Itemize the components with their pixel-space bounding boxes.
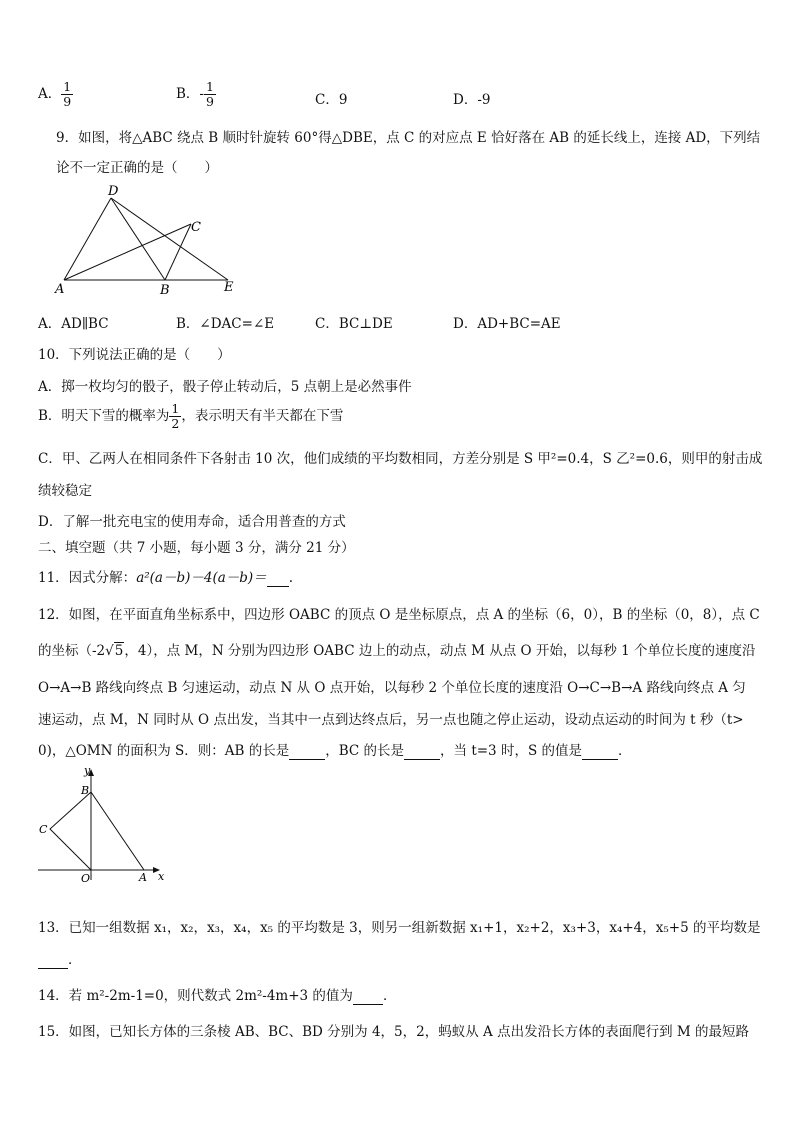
label-x: x (158, 870, 165, 883)
line-ac (64, 224, 191, 280)
q9-option-a: A．AD∥BC (38, 316, 109, 332)
label-c: C (39, 823, 48, 836)
q9-stem-line2: 论不一定正确的是（ ） (56, 160, 218, 176)
q10-option-c-line1: C．甲、乙两人在相同条件下各射击 10 次，他们成绩的平均数相同，方差分别是 S 甲²=0.4，S 乙²=0.6，则甲的射击成 (38, 451, 763, 467)
label-o: O (81, 872, 91, 885)
q8-option-c: C．9 (315, 92, 348, 108)
q10-stem: 10．下列说法正确的是（ ） (38, 347, 231, 363)
q9-option-d: D．AD+BC=AE (453, 316, 561, 332)
label-d: D (108, 184, 119, 199)
q12-line3: O→A→B 路线向终点 B 匀速运动，动点 N 从 O 点开始，以每秒 2 个单位长度的速度沿 O→C→B→A 路线向终点 A 匀 (38, 680, 746, 696)
q12-blank-bc (404, 743, 440, 760)
q11: 11．因式分解：a²(a－b)－4(a－b)＝ . (38, 570, 293, 586)
label-b: B (81, 784, 90, 797)
q13-answer-blank (38, 952, 68, 969)
q10-option-a: A．掷一枚均匀的骰子，骰子停止转动后，5 点朝上是必然事件 (38, 379, 412, 395)
line-de (111, 198, 228, 280)
q8-option-b: B．- $\frac{1}{9}$ (176, 79, 214, 109)
q12-line1: 12．如图，在平面直角坐标系中，四边形 OABC 的顶点 O 是坐标原点，点 A 的坐标（6，0），B 的坐标（0，8），点 C (38, 607, 760, 623)
q14-answer-blank (353, 988, 383, 1005)
q8-option-d: D．-9 (453, 92, 491, 108)
q9-triangle-figure (52, 180, 242, 300)
q13-line2: ． (38, 948, 82, 969)
q8-a-fraction: $\frac{1}{9}$ (63, 79, 72, 109)
label-a: A (55, 282, 65, 297)
label-y: y (84, 764, 91, 777)
q8-option-a: A． $\frac{1}{9}$ (38, 79, 72, 109)
q13-line1: 13．已知一组数据 x₁，x₂，x₃，x₄，x₅ 的平均数是 3，则另一组新数据 x₁+1，x₂+2，x₃+3，x₄+4，x₅+5 的平均数是 (38, 920, 761, 936)
label-c: C (191, 220, 201, 235)
section-2-title: 二、填空题（共 7 小题，每小题 3 分，满分 21 分） (38, 540, 355, 556)
q12-coordinate-figure (34, 762, 174, 886)
q12-line5: 0)，△OMN 的面积为 S．则：AB 的长是 ，BC 的长是 ，当 t=3 时，S 的值是 ． (38, 743, 632, 759)
q11-answer-blank (267, 570, 289, 587)
label-e: E (224, 280, 234, 295)
q9-stem-line1: 9．如图，将△ABC 绕点 B 顺时针旋转 60°得△DBE，点 C 的对应点 E 恰好落在 AB 的延长线上，连接 AD，下列结 (56, 130, 761, 146)
q10-option-b: B．明天下雪的概率为 $\frac{1}{2}$ ，表示明天有半天都在下雪 (38, 401, 344, 431)
q14: 14．若 m²-2m-1=0，则代数式 2m²-4m+3 的值为 ． (38, 988, 397, 1004)
q12-line4: 速运动，点 M，N 同时从 O 点出发，当其中一点到达终点后，另一点也随之停止运动，设动点运动的时间为 t 秒（t> (38, 712, 744, 728)
line-bc (165, 224, 191, 280)
q10-b-fraction: $\frac{1}{2}$ (171, 401, 180, 431)
q10-option-c-line2: 绩较稳定 (38, 483, 92, 499)
q9-option-b: B．∠DAC=∠E (176, 316, 275, 332)
label-a: A (139, 871, 147, 884)
q9-option-c: C．BC⊥DE (315, 316, 393, 332)
quadrilateral-oabc (50, 792, 144, 870)
q12-line2: 的坐标（-2√5，4），点 M，N 分别为四边形 OABC 边上的动点，动点 M 从点 O 开始，以每秒 1 个单位长度的速度沿 (38, 643, 756, 659)
q15-line1: 15．如图，已知长方体的三条棱 AB、BC、BD 分别为 4，5，2，蚂蚁从 A 点出发沿长方体的表面爬行到 M 的最短路 (38, 1024, 749, 1040)
line-ad (64, 198, 111, 280)
label-b: B (160, 283, 170, 298)
q12-blank-ab (289, 743, 325, 760)
q8-b-fraction: $\frac{1}{9}$ (205, 79, 214, 109)
q10-option-d: D．了解一批充电宝的使用寿命，适合用普查的方式 (38, 514, 346, 530)
q12-blank-s (582, 743, 618, 760)
